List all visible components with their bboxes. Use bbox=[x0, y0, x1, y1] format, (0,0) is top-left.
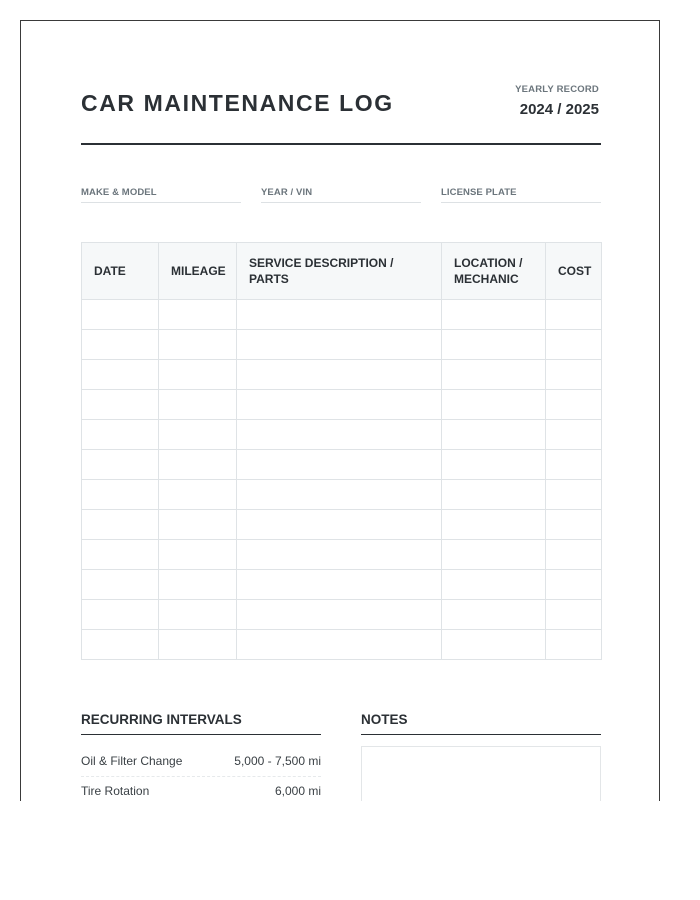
cell-service[interactable] bbox=[237, 390, 442, 420]
interval-row bbox=[81, 746, 321, 777]
cell-service[interactable] bbox=[237, 300, 442, 330]
cell-service[interactable] bbox=[237, 330, 442, 360]
header-divider bbox=[81, 143, 601, 145]
cell-service[interactable] bbox=[237, 360, 442, 390]
cell-cost[interactable] bbox=[546, 510, 602, 540]
cell-service[interactable] bbox=[237, 480, 442, 510]
cell-mileage[interactable] bbox=[159, 330, 237, 360]
cell-mileage[interactable] bbox=[159, 630, 237, 660]
year-vin-field[interactable] bbox=[261, 182, 421, 203]
cell-mileage[interactable] bbox=[159, 510, 237, 540]
cell-service[interactable] bbox=[237, 630, 442, 660]
table-row bbox=[82, 480, 602, 510]
cell-location[interactable] bbox=[442, 330, 546, 360]
cell-mileage[interactable] bbox=[159, 300, 237, 330]
cell-cost[interactable] bbox=[546, 630, 602, 660]
cell-cost[interactable] bbox=[546, 390, 602, 420]
log-sheet bbox=[20, 20, 660, 801]
cell-service[interactable] bbox=[237, 600, 442, 630]
maintenance-log-table bbox=[81, 242, 602, 660]
year-vin-label: YEAR / VIN bbox=[261, 187, 313, 198]
recurring-intervals-title: RECURRING INTERVALS bbox=[81, 712, 321, 735]
table-row bbox=[82, 450, 602, 480]
cell-location[interactable] bbox=[442, 570, 546, 600]
cell-location[interactable] bbox=[442, 390, 546, 420]
cell-date[interactable] bbox=[82, 330, 159, 360]
column-header-service: SERVICE DESCRIPTION / PARTS bbox=[237, 243, 442, 300]
table-row bbox=[82, 600, 602, 630]
cell-mileage[interactable] bbox=[159, 450, 237, 480]
cell-cost[interactable] bbox=[546, 540, 602, 570]
cell-location[interactable] bbox=[442, 450, 546, 480]
cell-cost[interactable] bbox=[546, 330, 602, 360]
cell-location[interactable] bbox=[442, 600, 546, 630]
cell-cost[interactable] bbox=[546, 480, 602, 510]
cell-location[interactable] bbox=[442, 420, 546, 450]
cell-location[interactable] bbox=[442, 630, 546, 660]
cell-location[interactable] bbox=[442, 480, 546, 510]
interval-label: Oil & Filter Change bbox=[81, 754, 183, 768]
license-plate-field[interactable] bbox=[441, 182, 601, 203]
table-row bbox=[82, 570, 602, 600]
column-header-mileage: MILEAGE bbox=[159, 243, 237, 300]
table-row bbox=[82, 420, 602, 450]
cell-mileage[interactable] bbox=[159, 600, 237, 630]
cell-cost[interactable] bbox=[546, 600, 602, 630]
interval-row bbox=[81, 776, 321, 801]
cell-location[interactable] bbox=[442, 510, 546, 540]
make-model-label: MAKE & MODEL bbox=[81, 187, 157, 198]
column-header-cost: COST bbox=[546, 243, 602, 300]
column-header-date: DATE bbox=[82, 243, 159, 300]
table-row bbox=[82, 390, 602, 420]
table-header-row bbox=[82, 243, 602, 300]
cell-mileage[interactable] bbox=[159, 570, 237, 600]
cell-date[interactable] bbox=[82, 450, 159, 480]
cell-date[interactable] bbox=[82, 360, 159, 390]
cell-service[interactable] bbox=[237, 570, 442, 600]
cell-date[interactable] bbox=[82, 300, 159, 330]
cell-date[interactable] bbox=[82, 480, 159, 510]
cell-cost[interactable] bbox=[546, 570, 602, 600]
column-header-location: LOCATION / MECHANIC bbox=[442, 243, 546, 300]
cell-cost[interactable] bbox=[546, 360, 602, 390]
cell-date[interactable] bbox=[82, 630, 159, 660]
cell-date[interactable] bbox=[82, 390, 159, 420]
cell-mileage[interactable] bbox=[159, 540, 237, 570]
cell-date[interactable] bbox=[82, 540, 159, 570]
cell-cost[interactable] bbox=[546, 450, 602, 480]
cell-mileage[interactable] bbox=[159, 390, 237, 420]
notes-title: NOTES bbox=[361, 712, 601, 735]
cell-service[interactable] bbox=[237, 450, 442, 480]
cell-date[interactable] bbox=[82, 420, 159, 450]
page-title: CAR MAINTENANCE LOG bbox=[81, 90, 394, 116]
cell-service[interactable] bbox=[237, 510, 442, 540]
make-model-field[interactable] bbox=[81, 182, 241, 203]
table-row bbox=[82, 360, 602, 390]
cell-mileage[interactable] bbox=[159, 360, 237, 390]
table-row bbox=[82, 330, 602, 360]
cell-service[interactable] bbox=[237, 420, 442, 450]
table-row bbox=[82, 630, 602, 660]
table-body bbox=[82, 300, 602, 660]
cell-location[interactable] bbox=[442, 540, 546, 570]
notes-box[interactable] bbox=[361, 746, 601, 801]
cell-cost[interactable] bbox=[546, 300, 602, 330]
interval-value: 5,000 - 7,500 mi bbox=[234, 754, 321, 768]
table-row bbox=[82, 300, 602, 330]
cell-cost[interactable] bbox=[546, 420, 602, 450]
cell-location[interactable] bbox=[442, 360, 546, 390]
interval-value: 6,000 mi bbox=[274, 784, 321, 798]
yearly-record-label: YEARLY RECORD bbox=[515, 84, 599, 95]
cell-service[interactable] bbox=[237, 540, 442, 570]
cell-location[interactable] bbox=[442, 300, 546, 330]
interval-label: Tire Rotation bbox=[81, 784, 150, 798]
yearly-record-value: 2024 / 2025 bbox=[519, 101, 599, 118]
table-row bbox=[82, 540, 602, 570]
cell-date[interactable] bbox=[82, 510, 159, 540]
cell-mileage[interactable] bbox=[159, 480, 237, 510]
license-plate-label: LICENSE PLATE bbox=[441, 187, 517, 198]
table-row bbox=[82, 510, 602, 540]
cell-mileage[interactable] bbox=[159, 420, 237, 450]
cell-date[interactable] bbox=[82, 600, 159, 630]
cell-date[interactable] bbox=[82, 570, 159, 600]
